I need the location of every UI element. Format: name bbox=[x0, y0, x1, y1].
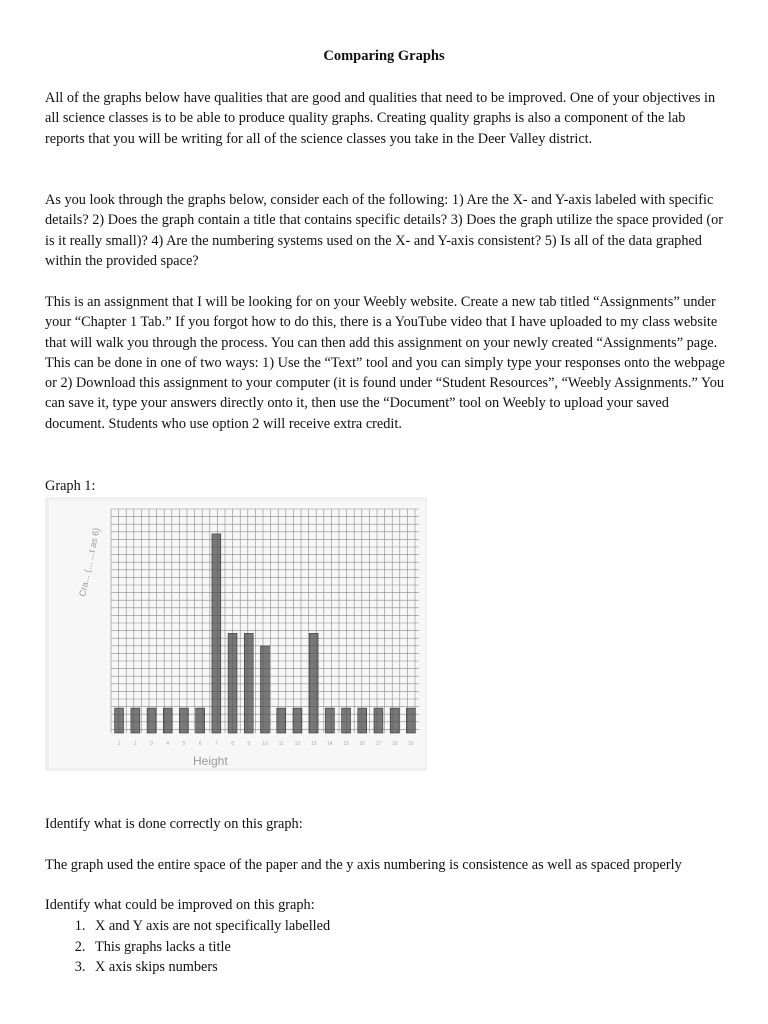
bar bbox=[163, 708, 172, 733]
answer-correct: The graph used the entire space of the paper and the y axis numbering is consistence as well as spaced properly bbox=[45, 857, 682, 873]
bar bbox=[180, 708, 189, 733]
question-correct: Identify what is done correctly on this graph: bbox=[45, 816, 303, 832]
intro-paragraph: All of the graphs below have qualities that are good and qualities that need to be improved. One of your objectives in all science classes is to be able to produce quality graphs. Creating quality graphs is also a component of the lab reports that you will be writing for all of the science classes you take in the Deer Valley district. bbox=[45, 90, 716, 147]
bar bbox=[358, 708, 367, 733]
bar bbox=[374, 708, 383, 733]
x-tick-label: 9 bbox=[247, 741, 251, 747]
x-tick-label: 13 bbox=[310, 741, 317, 747]
document-title: Comparing Graphs bbox=[323, 48, 445, 64]
bar bbox=[244, 633, 253, 733]
x-tick-label: 3 bbox=[150, 741, 153, 747]
x-tick-label: 6 bbox=[198, 741, 202, 747]
list-item: 2. This graphs lacks a title bbox=[89, 937, 330, 958]
x-tick-label: 17 bbox=[375, 741, 382, 747]
x-tick-label: 19 bbox=[408, 741, 414, 747]
bar bbox=[342, 708, 351, 733]
x-tick-label: 12 bbox=[294, 741, 301, 747]
bar bbox=[325, 708, 334, 733]
graph-1-label: Graph 1: bbox=[45, 478, 96, 494]
criteria-paragraph: As you look through the graphs below, consider each of the following: 1) Are the X- and Y-axis labeled with specific details? 2) Does the graph contain a title that contains specific details? 3) Does the graph utilize the space provided (or is it really small)? 4) Are the numbering systems used on the X- and Y-axis consistent? 5) Is all of the data graphed within the provided space? bbox=[45, 192, 724, 269]
bar bbox=[309, 633, 318, 733]
bar bbox=[196, 708, 205, 733]
improvements-list bbox=[45, 916, 330, 978]
bar bbox=[406, 708, 415, 733]
x-tick-label: 16 bbox=[359, 741, 366, 747]
question-improve: Identify what could be improved on this graph: bbox=[45, 897, 315, 913]
list-item: 1. X and Y axis are not specifically labelled bbox=[89, 916, 330, 937]
x-tick-label: 1 bbox=[117, 741, 121, 747]
list-item: 3. X axis skips numbers bbox=[89, 957, 330, 978]
x-tick-label: 8 bbox=[231, 741, 234, 747]
graph-1-image bbox=[45, 497, 427, 771]
x-tick-label: 7 bbox=[215, 741, 218, 747]
x-tick-label: 18 bbox=[391, 741, 398, 747]
x-tick-label: 15 bbox=[343, 741, 349, 747]
x-tick-label: 4 bbox=[166, 741, 170, 747]
bar bbox=[115, 708, 124, 733]
x-tick-label: 10 bbox=[262, 741, 268, 747]
graph-1-x-label: Height bbox=[193, 754, 228, 768]
bar bbox=[212, 534, 221, 733]
graph-1-y-label: Cra... (... ...t as 6) bbox=[77, 526, 102, 598]
bar bbox=[228, 633, 237, 733]
bar bbox=[390, 708, 399, 733]
bar bbox=[293, 708, 302, 733]
assignment-paragraph: This is an assignment that I will be looking for on your Weebly website. Create a new tab titled “Assignments” under your “Chapter 1 Tab.” If you forgot how to do this, there is a YouTube video that I have uploaded to my class website that will walk you through the process. You can then add this assignment on your newly created “Assignments” page. This can be done in one of two ways: 1) Use the “Text” tool and you can simply type your responses onto the webpage or 2) Download this assignment to your computer (it is found under “Student Resources”, “Weebly Assignments.” You can save it, type your answers directly onto it, then use the “Document” tool on Weebly to upload your saved document. Students who use option 2 will receive extra credit. bbox=[45, 294, 725, 432]
x-tick-label: 14 bbox=[327, 741, 333, 747]
x-tick-label: 11 bbox=[278, 741, 284, 747]
bar bbox=[261, 646, 270, 733]
x-tick-label: 5 bbox=[182, 741, 186, 747]
bar bbox=[277, 708, 286, 733]
bar bbox=[131, 708, 140, 733]
x-tick-label: 2 bbox=[133, 741, 137, 747]
bar bbox=[147, 708, 156, 733]
